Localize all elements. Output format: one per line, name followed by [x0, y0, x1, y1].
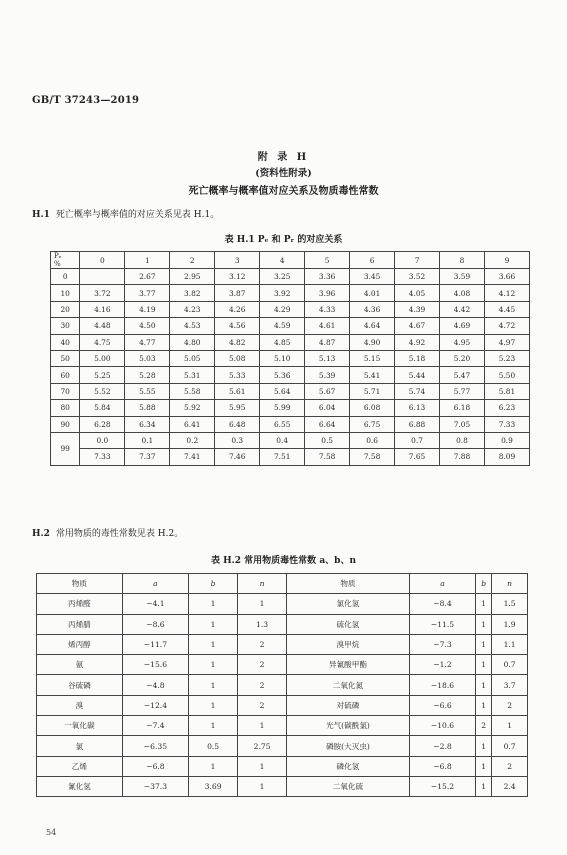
table-cell: 3.36: [305, 269, 350, 285]
table-row: [37, 594, 528, 614]
table-cell: 3.66: [484, 269, 529, 285]
table-cell: 磷胺(大灭虫): [287, 736, 410, 756]
table-cell: 0.7: [395, 432, 440, 448]
section-h2: [32, 526, 183, 539]
table-cell: 5.28: [125, 367, 170, 383]
table-cell: 3.77: [125, 285, 170, 301]
table-row: [51, 367, 530, 383]
table-cell: −6.8: [122, 756, 188, 776]
table-cell: 4.64: [350, 318, 395, 334]
table-cell: 7.05: [440, 416, 485, 432]
table-cell: 4.36: [350, 301, 395, 317]
table-row: [37, 695, 528, 715]
table-cell: 7.46: [215, 449, 260, 465]
table-cell: 6.88: [395, 416, 440, 432]
corner-top-label: Pₑ: [54, 252, 62, 260]
table-row: [51, 449, 530, 465]
table-cell: 3.25: [260, 269, 305, 285]
table-cell: 2.95: [170, 269, 215, 285]
table-cell: 4.75: [80, 334, 125, 350]
table-cell: 2: [238, 695, 287, 715]
table-cell: −11.7: [122, 634, 188, 654]
table-row: [37, 675, 528, 695]
table-h2: [36, 573, 528, 797]
table-cell: 4.85: [260, 334, 305, 350]
table-cell: −37.3: [122, 776, 188, 796]
table-cell: 6.28: [80, 416, 125, 432]
table-h1: [50, 251, 530, 466]
table-cell: 丙烯醛: [37, 594, 123, 614]
table-cell: 溴甲烷: [287, 634, 410, 654]
table-cell: 5.00: [80, 350, 125, 366]
table-cell: 4.67: [395, 318, 440, 334]
table-cell: 1.9: [492, 614, 528, 634]
table-cell: 0.8: [440, 432, 485, 448]
table-cell: 7.51: [260, 449, 305, 465]
table-cell: 5.61: [215, 383, 260, 399]
standard-number: GB/T 37243—2019: [32, 95, 140, 106]
table-cell: 对硫磷: [287, 695, 410, 715]
table-row: [51, 285, 530, 301]
table-cell: 氯: [37, 736, 123, 756]
table-cell: 4.87: [305, 334, 350, 350]
table-cell: 5.23: [484, 350, 529, 366]
table-cell: 1: [189, 614, 238, 634]
table-cell: 2: [238, 634, 287, 654]
table-cell: 1: [476, 695, 492, 715]
section-h1: [32, 207, 219, 220]
table-cell: 2.4: [492, 776, 528, 796]
table-cell: 1: [189, 594, 238, 614]
table-cell: 1: [189, 756, 238, 776]
table-cell: 磷化氢: [287, 756, 410, 776]
table-cell: −15.2: [409, 776, 475, 796]
table-cell: 氰化氢: [37, 776, 123, 796]
table-cell: 7.58: [350, 449, 395, 465]
table-cell: 1: [476, 756, 492, 776]
row-label: 40: [51, 334, 80, 350]
appendix-note: (资料性附录): [255, 168, 312, 179]
table-cell: 5.71: [350, 383, 395, 399]
column-header: 物质: [287, 574, 410, 594]
table-cell: 烯丙醇: [37, 634, 123, 654]
table-cell: 5.95: [215, 400, 260, 416]
table-cell: −7.4: [122, 716, 188, 736]
table-cell: 光气(碳酰氯): [287, 716, 410, 736]
table-row: [51, 350, 530, 366]
table-cell: 5.50: [484, 367, 529, 383]
table-cell: 6.13: [395, 400, 440, 416]
table-cell: 1: [189, 675, 238, 695]
table-row: [37, 614, 528, 634]
table-cell: 5.31: [170, 367, 215, 383]
section-h2-number: H.2: [32, 529, 50, 539]
table-row: [37, 634, 528, 654]
table-cell: 6.55: [260, 416, 305, 432]
column-header: a: [409, 574, 475, 594]
table-cell: 5.13: [305, 350, 350, 366]
table-cell: 4.92: [395, 334, 440, 350]
table-cell: 4.97: [484, 334, 529, 350]
table-cell: 0.5: [305, 432, 350, 448]
table-cell: 4.61: [305, 318, 350, 334]
table-cell: 2: [476, 716, 492, 736]
table-cell: 4.50: [125, 318, 170, 334]
table-cell: 0.3: [215, 432, 260, 448]
row-label: 30: [51, 318, 80, 334]
table-cell: [80, 269, 125, 285]
row-label: 0: [51, 269, 80, 285]
table-cell: 1: [492, 716, 528, 736]
table-cell: 3.82: [170, 285, 215, 301]
table-cell: 4.48: [80, 318, 125, 334]
table-cell: 0.4: [260, 432, 305, 448]
table-cell: 二氧化氮: [287, 675, 410, 695]
table-row: [51, 432, 530, 448]
table-cell: 1: [238, 756, 287, 776]
table-row: [37, 716, 528, 736]
table-cell: 5.18: [395, 350, 440, 366]
table-header-row: [51, 252, 530, 269]
table-cell: 5.33: [215, 367, 260, 383]
table-cell: 1: [189, 655, 238, 675]
table-cell: 7.65: [395, 449, 440, 465]
table-cell: 1: [476, 655, 492, 675]
table-cell: −11.5: [409, 614, 475, 634]
table-cell: 5.15: [350, 350, 395, 366]
table-cell: 3.92: [260, 285, 305, 301]
table-cell: 6.41: [170, 416, 215, 432]
table-cell: −1.2: [409, 655, 475, 675]
table-row: [51, 334, 530, 350]
table-cell: 5.44: [395, 367, 440, 383]
column-header: 0: [80, 252, 125, 269]
column-header: 2: [170, 252, 215, 269]
table-cell: 4.26: [215, 301, 260, 317]
table-cell: 4.16: [80, 301, 125, 317]
table-cell: −8.6: [122, 614, 188, 634]
table-cell: 4.90: [350, 334, 395, 350]
column-header: 7: [395, 252, 440, 269]
table-cell: 乙烯: [37, 756, 123, 776]
table-cell: 6.23: [484, 400, 529, 416]
table-cell: 1: [476, 675, 492, 695]
table-cell: 溴: [37, 695, 123, 715]
table-row: [51, 416, 530, 432]
table-cell: 2: [238, 675, 287, 695]
table-row: [51, 318, 530, 334]
table-cell: 5.36: [260, 367, 305, 383]
table-cell: 1.1: [492, 634, 528, 654]
table-cell: 二氧化硫: [287, 776, 410, 796]
table-cell: 4.39: [395, 301, 440, 317]
table-cell: 1: [476, 736, 492, 756]
table-cell: 4.77: [125, 334, 170, 350]
table-cell: −6.8: [409, 756, 475, 776]
table-cell: −7.3: [409, 634, 475, 654]
table-cell: 4.56: [215, 318, 260, 334]
table-corner-cell: [51, 252, 80, 269]
table-cell: 5.25: [80, 367, 125, 383]
table-cell: 5.88: [125, 400, 170, 416]
table-cell: 1.5: [492, 594, 528, 614]
section-h2-text: 常用物质的毒性常数见表 H.2。: [55, 529, 184, 539]
table-cell: 6.18: [440, 400, 485, 416]
table2-caption: 表 H.2 常用物质毒性常数 a、b、n: [211, 556, 356, 566]
table-cell: 7.41: [170, 449, 215, 465]
table-cell: 3.69: [189, 776, 238, 796]
column-header: b: [189, 574, 238, 594]
table-row: [37, 655, 528, 675]
table-cell: 1: [238, 594, 287, 614]
table-cell: 5.41: [350, 367, 395, 383]
row-label: 20: [51, 301, 80, 317]
table-cell: 5.64: [260, 383, 305, 399]
table-cell: 5.20: [440, 350, 485, 366]
table-cell: 1: [476, 614, 492, 634]
table-cell: 5.08: [215, 350, 260, 366]
table-cell: −4.1: [122, 594, 188, 614]
table-cell: 1: [238, 776, 287, 796]
table-cell: 0.2: [170, 432, 215, 448]
table-cell: 2: [238, 655, 287, 675]
table-cell: −12.4: [122, 695, 188, 715]
table-cell: 4.69: [440, 318, 485, 334]
table-cell: 6.75: [350, 416, 395, 432]
table-cell: −8.4: [409, 594, 475, 614]
table-cell: 5.92: [170, 400, 215, 416]
table-cell: 4.33: [305, 301, 350, 317]
table-cell: 6.48: [215, 416, 260, 432]
table-cell: 5.74: [395, 383, 440, 399]
table-cell: 5.05: [170, 350, 215, 366]
table-cell: 0.0: [80, 432, 125, 448]
table-cell: 2.67: [125, 269, 170, 285]
table-cell: 3.52: [395, 269, 440, 285]
row-label: 80: [51, 400, 80, 416]
table-row: [37, 736, 528, 756]
table-row: [37, 756, 528, 776]
table-cell: 1.3: [238, 614, 287, 634]
table-cell: 0.7: [492, 655, 528, 675]
column-header: a: [122, 574, 188, 594]
page-number: 54: [46, 828, 57, 837]
table-cell: 1: [476, 594, 492, 614]
table-cell: −15.6: [122, 655, 188, 675]
table-cell: 4.42: [440, 301, 485, 317]
table-cell: 氨: [37, 655, 123, 675]
table-cell: 6.34: [125, 416, 170, 432]
column-header: 9: [484, 252, 529, 269]
column-header: n: [238, 574, 287, 594]
table-cell: 1: [238, 716, 287, 736]
table-cell: −6.35: [122, 736, 188, 756]
table-cell: 7.33: [484, 416, 529, 432]
appendix-title: 死亡概率与概率值对应关系及物质毒性常数: [188, 186, 379, 197]
table-cell: 氯化氢: [287, 594, 410, 614]
table-cell: 5.58: [170, 383, 215, 399]
table-cell: 4.80: [170, 334, 215, 350]
table-cell: 5.99: [260, 400, 305, 416]
table-cell: 4.01: [350, 285, 395, 301]
table-cell: 5.81: [484, 383, 529, 399]
table-row: [51, 400, 530, 416]
table-cell: 4.72: [484, 318, 529, 334]
table-cell: 4.95: [440, 334, 485, 350]
table-cell: 7.37: [125, 449, 170, 465]
table-cell: 7.33: [80, 449, 125, 465]
appendix-label: 附 录 H: [257, 152, 310, 163]
table-cell: −18.6: [409, 675, 475, 695]
table-row: [51, 301, 530, 317]
section-h1-text: 死亡概率与概率值的对应关系见表 H.1。: [55, 210, 220, 220]
table-cell: 1: [189, 634, 238, 654]
table-cell: 7.88: [440, 449, 485, 465]
table-cell: 5.77: [440, 383, 485, 399]
table-cell: 3.12: [215, 269, 260, 285]
corner-bottom-label: %: [54, 260, 61, 268]
table-cell: 4.23: [170, 301, 215, 317]
table-cell: 5.03: [125, 350, 170, 366]
column-header: n: [492, 574, 528, 594]
table-cell: −10.6: [409, 716, 475, 736]
table-row: [51, 269, 530, 285]
table-cell: 5.47: [440, 367, 485, 383]
table-cell: 3.59: [440, 269, 485, 285]
table-cell: 3.87: [215, 285, 260, 301]
table-cell: 0.1: [125, 432, 170, 448]
section-h1-number: H.1: [32, 210, 50, 220]
table-cell: 5.52: [80, 383, 125, 399]
table-cell: 4.82: [215, 334, 260, 350]
table-cell: 5.55: [125, 383, 170, 399]
table-header-row: [37, 574, 528, 594]
table1-caption: 表 H.1 Pₑ 和 Pᵣ 的对应关系: [224, 235, 343, 245]
table-cell: 谷硫磷: [37, 675, 123, 695]
table-cell: 0.6: [350, 432, 395, 448]
table-cell: 0.5: [189, 736, 238, 756]
table-cell: −4.8: [122, 675, 188, 695]
row-label: 99: [51, 432, 80, 465]
table-cell: 4.19: [125, 301, 170, 317]
table-cell: 3.7: [492, 675, 528, 695]
table-cell: 3.72: [80, 285, 125, 301]
table-cell: 5.84: [80, 400, 125, 416]
column-header: 3: [215, 252, 260, 269]
table-cell: 一氧化碳: [37, 716, 123, 736]
row-label: 60: [51, 367, 80, 383]
table-cell: 0.7: [492, 736, 528, 756]
table-cell: 6.64: [305, 416, 350, 432]
row-label: 90: [51, 416, 80, 432]
table-cell: 6.08: [350, 400, 395, 416]
table-cell: 4.12: [484, 285, 529, 301]
table-cell: 4.53: [170, 318, 215, 334]
row-label: 70: [51, 383, 80, 399]
column-header: 4: [260, 252, 305, 269]
table-cell: 3.45: [350, 269, 395, 285]
table-cell: 0.9: [484, 432, 529, 448]
table-cell: −6.6: [409, 695, 475, 715]
table-cell: 1: [189, 716, 238, 736]
column-header: 5: [305, 252, 350, 269]
table-cell: 4.08: [440, 285, 485, 301]
table-row: [51, 383, 530, 399]
table-cell: 硫化氢: [287, 614, 410, 634]
table-cell: 4.05: [395, 285, 440, 301]
table-cell: 2.75: [238, 736, 287, 756]
column-header: 8: [440, 252, 485, 269]
table-cell: 4.29: [260, 301, 305, 317]
table-cell: 1: [476, 776, 492, 796]
table-cell: 异氰酸甲酯: [287, 655, 410, 675]
table-row: [37, 776, 528, 796]
table-cell: 6.04: [305, 400, 350, 416]
column-header: b: [476, 574, 492, 594]
column-header: 6: [350, 252, 395, 269]
table-cell: 4.45: [484, 301, 529, 317]
column-header: 物质: [37, 574, 123, 594]
table-cell: −2.8: [409, 736, 475, 756]
table-cell: 7.58: [305, 449, 350, 465]
table-cell: 3.96: [305, 285, 350, 301]
table-cell: 5.67: [305, 383, 350, 399]
table-cell: 2: [492, 756, 528, 776]
table-cell: 2: [492, 695, 528, 715]
table-cell: 8.09: [484, 449, 529, 465]
table-cell: 1: [189, 695, 238, 715]
table-cell: 1: [476, 634, 492, 654]
row-label: 10: [51, 285, 80, 301]
column-header: 1: [125, 252, 170, 269]
table-cell: 5.10: [260, 350, 305, 366]
table-cell: 丙烯腈: [37, 614, 123, 634]
table-cell: 4.59: [260, 318, 305, 334]
table-cell: 5.39: [305, 367, 350, 383]
row-label: 50: [51, 350, 80, 366]
